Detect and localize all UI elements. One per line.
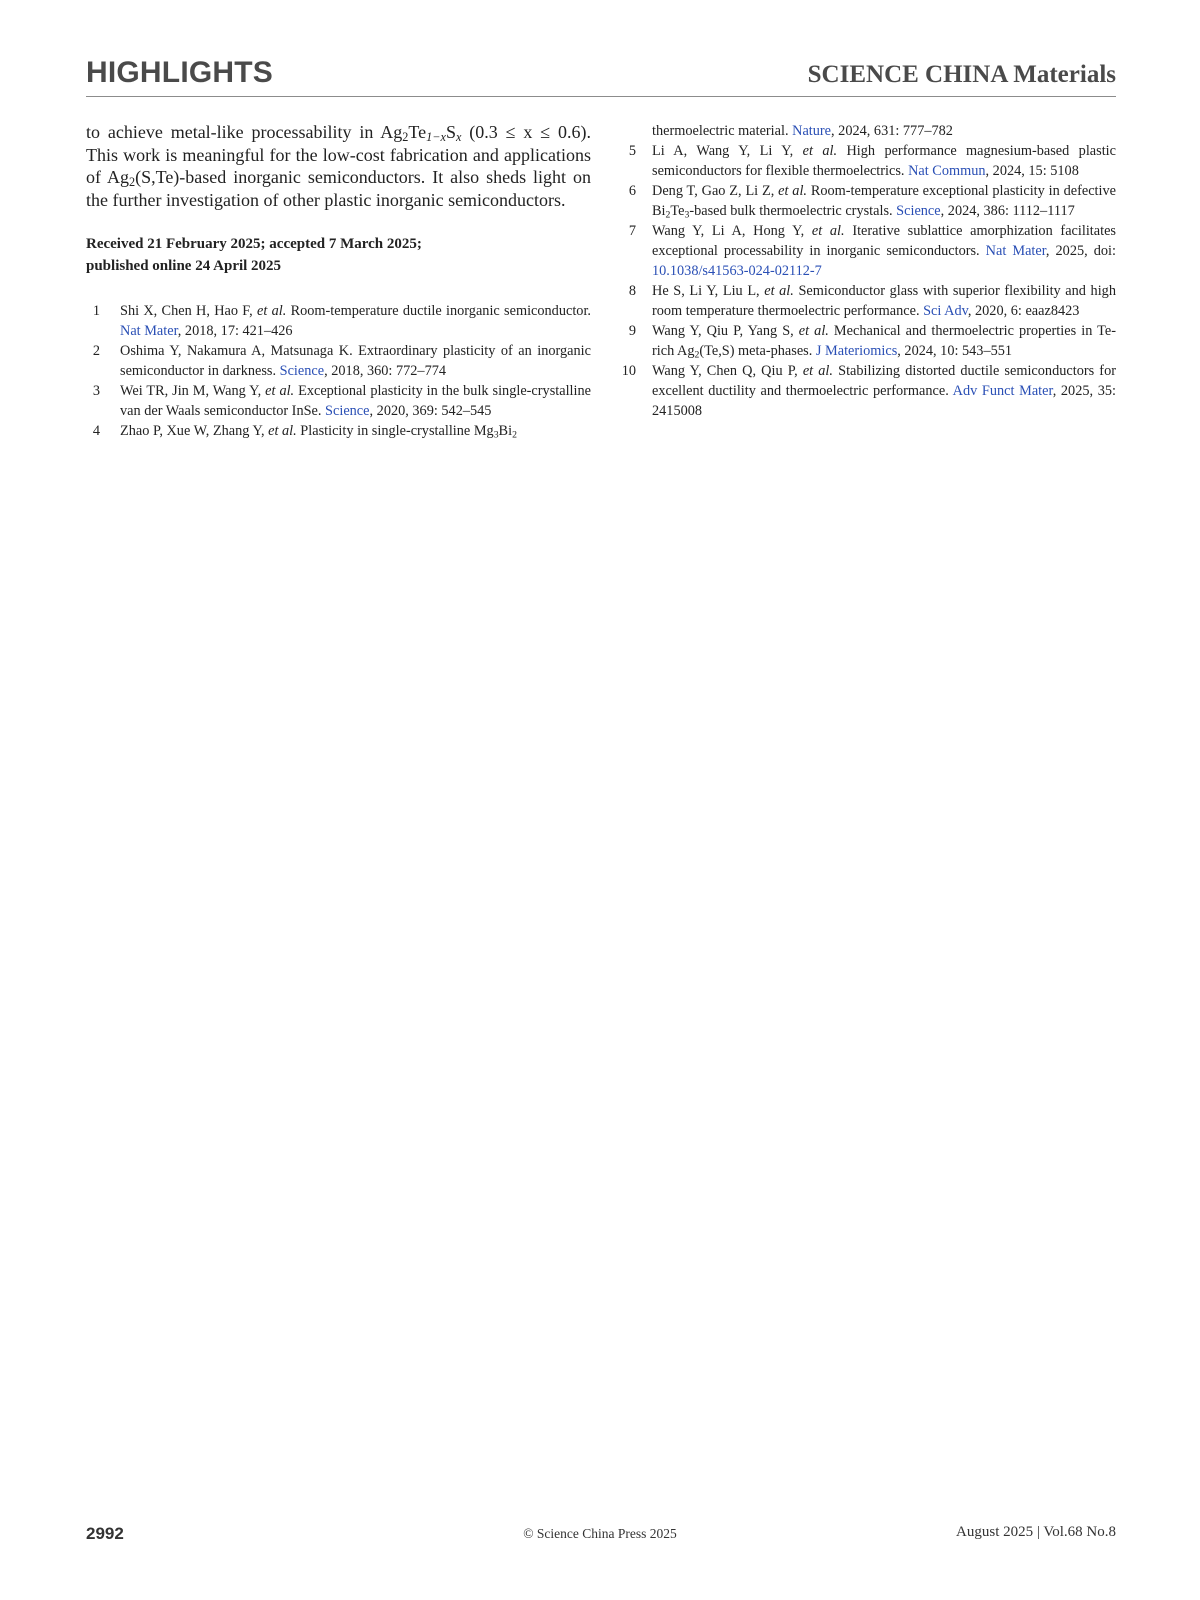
reference-4-continued: thermoelectric material. Nature, 2024, 631: 777–782	[652, 123, 953, 139]
reference-2: 2 Oshima Y, Nakamura A, Matsunaga K. Extraordinary plasticity of an inorganic semiconductor in darkness. Science, 2018, 360: 772–774	[92, 343, 591, 379]
reference-7: 7 Wang Y, Li A, Hong Y, et al. Iterative sublattice amorphization facilitates exceptional processability in inorganic semiconductors. Nat Mater, 2025, doi: 10.1038/s41563-024-02112-7	[628, 223, 1116, 279]
reference-5: 5 Li A, Wang Y, Li Y, et al. High performance magnesium-based plastic semiconductors for flexible thermoelectrics. Nat Commun, 2024, 15: 5108	[628, 143, 1116, 179]
body-paragraph: to achieve metal-like processability in $Ag_2Te_{1-x}S_x$ (0.3 ≤ x ≤ 0.6). This work is meaningful for the low-cost fabrication and applications of $Ag_2(S,Te)$-based inorganic semiconductors. It also sheds light on the further investigation of other plastic inorganic semiconductors.	[86, 122, 592, 210]
reference-link[interactable]: Nature	[792, 123, 832, 139]
reference-6: 6 Deng T, Gao Z, Li Z, et al. Room-temperature exceptional plasticity in defective $Bi_2Te_3$-based bulk thermoelectric crystals. Science, 2024, 386: 1112–1117	[628, 183, 1116, 221]
reference-link[interactable]: J Materiomics	[815, 343, 898, 359]
reference-link[interactable]: Sci Adv	[923, 303, 968, 319]
right-column	[618, 121, 1116, 421]
reference-10: 10 Wang Y, Chen Q, Qiu P, et al. Stabilizing distorted ductile semiconductors for excellent ductility and thermoelectric performance. Adv Funct Mater, 2025, 35: 2415008	[621, 363, 1116, 419]
publication-dates: Received 21 February 2025; accepted 7 March 2025; published online 24 April 2025	[86, 236, 422, 274]
reference-link[interactable]: Nat Mater	[120, 323, 178, 339]
reference-9: 9 Wang Y, Qiu P, Yang S, et al. Mechanical and thermoelectric properties in Te-rich $Ag_2(Te,S)$ meta-phases. J Materiomics, 2024, 10: 543–551	[628, 323, 1116, 361]
doi-link[interactable]: 10.1038/s41563-024-02112-7	[652, 263, 822, 279]
reference-1: 1 Shi X, Chen H, Hao F, et al. Room-temperature ductile inorganic semiconductor. Nat Mater, 2018, 17: 421–426	[92, 303, 591, 339]
journal-title: SCIENCE CHINA Materials	[807, 61, 1116, 88]
header-divider	[86, 96, 1116, 97]
reference-link[interactable]: Science	[325, 403, 370, 419]
copyright: © Science China Press 2025	[523, 1526, 677, 1541]
reference-8: 8 He S, Li Y, Liu L, et al. Semiconductor glass with superior flexibility and high room temperature thermoelectric performance. Sci Adv, 2020, 6: eaaz8423	[628, 283, 1116, 319]
reference-link[interactable]: Science	[896, 203, 941, 219]
reference-link[interactable]: Nat Commun	[908, 163, 986, 179]
reference-link[interactable]: Adv Funct Mater	[952, 383, 1053, 399]
reference-3: 3 Wei TR, Jin M, Wang Y, et al. Exceptional plasticity in the bulk single-crystalline van der Waals semiconductor InSe. Science, 2020, 369: 542–545	[92, 383, 591, 419]
issue-info: August 2025 | Vol.68 No.8	[956, 1524, 1116, 1540]
reference-link[interactable]: Science	[279, 363, 325, 379]
reference-list	[86, 301, 591, 441]
reference-link[interactable]: Nat Mater	[985, 243, 1046, 259]
left-column	[86, 121, 591, 441]
reference-4: 4 Zhao P, Xue W, Zhang Y, et al. Plasticity in single-crystalline $Mg_3Bi_2$	[92, 423, 517, 441]
section-title: HIGHLIGHTS	[86, 56, 273, 89]
page-number: 2992	[86, 1524, 124, 1543]
